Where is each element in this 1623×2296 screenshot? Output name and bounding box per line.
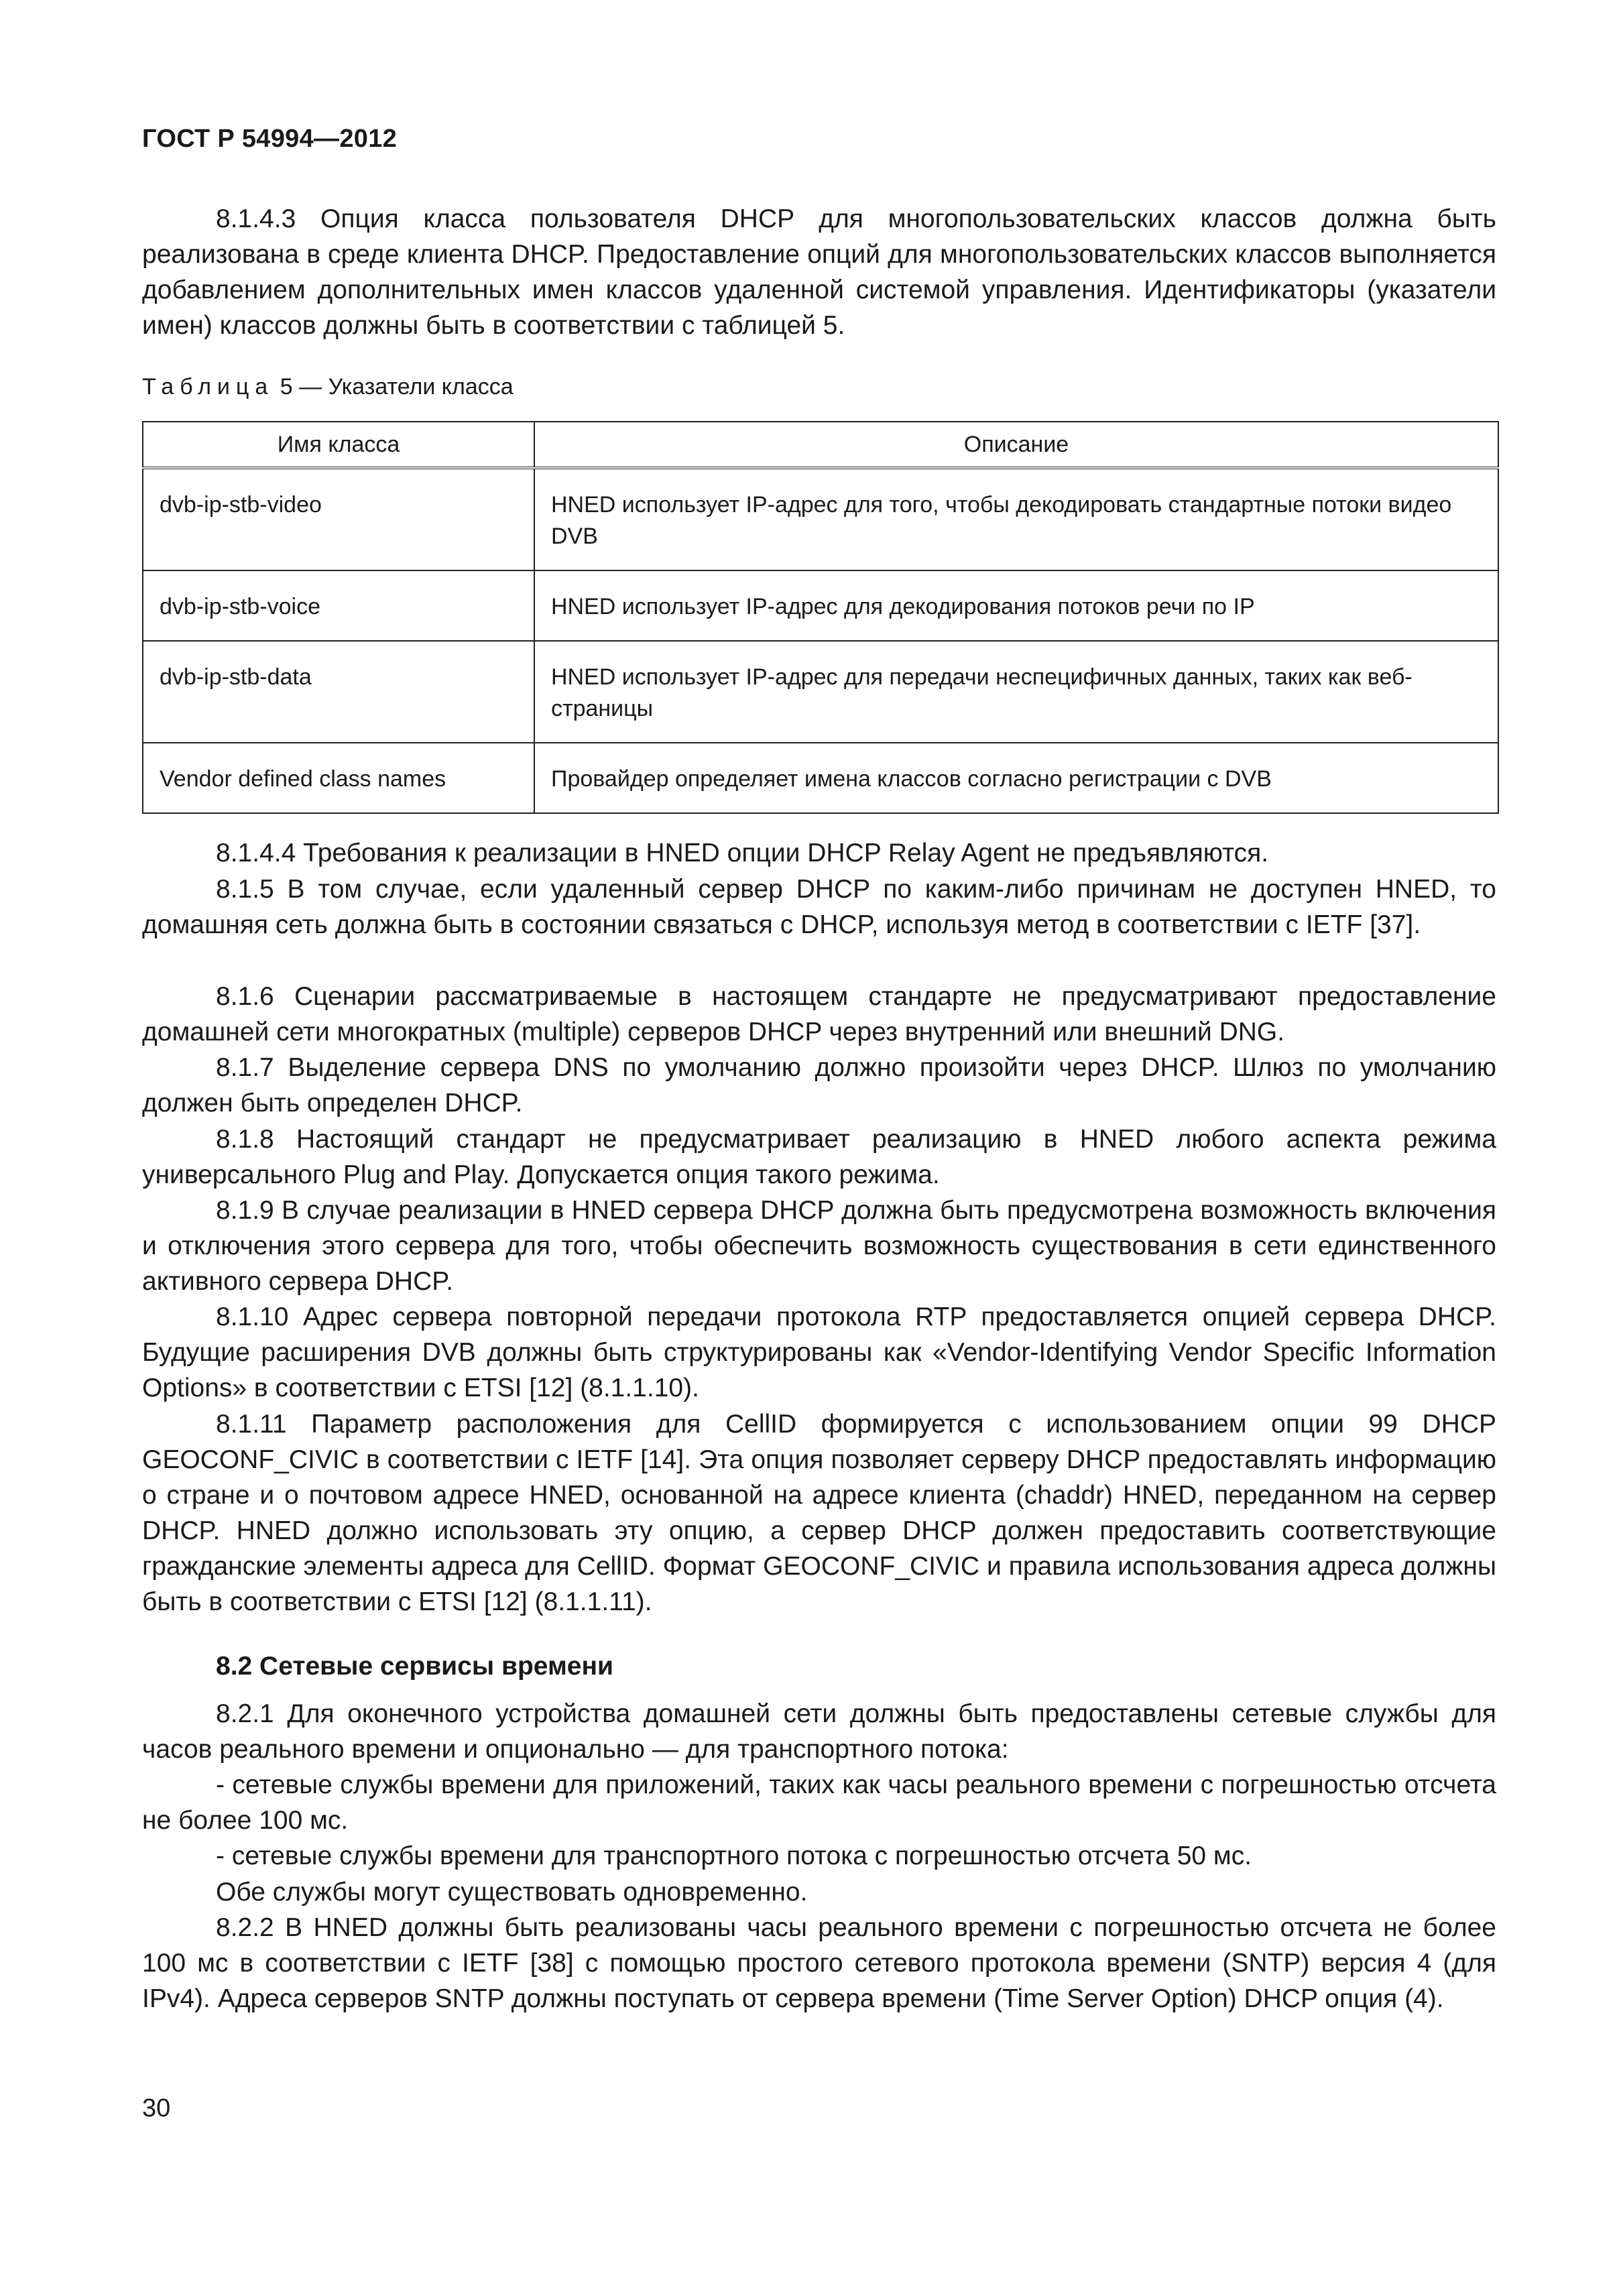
- column-header-description: Описание: [534, 422, 1498, 468]
- paragraph-8-1-4-4: 8.1.4.4 Требования к реализации в HNED опции DHCP Relay Agent не предъявляются.: [216, 839, 1269, 867]
- table-caption: [142, 374, 514, 400]
- paragraph-8-1-10: 8.1.10 Адрес сервера повторной передачи протокола RTP предоставляется опцией сервера DHCP. Будущие расширения DVB должны быть структурированы как «Vendor-Identifying Vendor Specific Information Options» в соответствии с ETSI [12] (8.1.1.10).: [142, 1303, 1496, 1402]
- table-row: [143, 570, 1498, 641]
- table-header-row: [143, 422, 1498, 468]
- paragraph-8-1-6: 8.1.6 Сценарии рассматриваемые в настоящем стандарте не предусматривают предоставление домашней сети многократных (multiple) серверов DHCP через внутренний или внешний DNG.: [142, 982, 1496, 1046]
- paragraph-8-2-2: 8.2.2 В HNED должны быть реализованы часы реального времени с погрешностью отсчета не более 100 мс в соответствии с IETF [38] с помощью простого сетевого протокола времени (SNTP) версия 4 (для IPv4). Адреса серверов SNTP должны поступать от сервера времени (Time Server Option) DHCP опция (4).: [142, 1913, 1496, 2013]
- paragraph-8-1-8: 8.1.8 Настоящий стандарт не предусматривает реализацию в HNED любого аспекта режима универсального Plug and Play. Допускается опция такого режима.: [142, 1125, 1496, 1189]
- page-number: 30: [142, 2094, 171, 2122]
- list-item: - сетевые службы времени для транспортного потока с погрешностью отсчета 50 мс.: [216, 1841, 1252, 1870]
- paragraph-both-services: Обе службы могут существовать одновременно.: [216, 1878, 808, 1907]
- table-caption-label: Таблица: [142, 374, 274, 400]
- paragraph-8-1-7: 8.1.7 Выделение сервера DNS по умолчанию должно произойти через DHCP. Шлюз по умолчанию должен быть определен DHCP.: [142, 1053, 1496, 1117]
- class-name-cell: dvb-ip-stb-video: [143, 468, 534, 570]
- class-name-cell: Vendor defined class names: [143, 743, 534, 813]
- table-row: [143, 468, 1498, 570]
- description-cell: HNED использует IP-адрес для передачи неспецифичных данных, таких как веб-страницы: [534, 641, 1498, 743]
- class-pointers-table: [142, 421, 1499, 814]
- table-caption-text: 5 — Указатели класса: [280, 374, 514, 400]
- column-header-class-name: Имя класса: [143, 422, 534, 468]
- section-title-8-2: 8.2 Сетевые сервисы времени: [216, 1652, 614, 1681]
- description-cell: HNED использует IP-адрес для декодирования потоков речи по IP: [534, 570, 1498, 641]
- class-name-cell: dvb-ip-stb-voice: [143, 570, 534, 641]
- table-row: [143, 743, 1498, 813]
- paragraph-8-1-11: 8.1.11 Параметр расположения для CellID формируется с использованием опции 99 DHCP GEOCONF_CIVIC в соответствии с IETF [14]. Эта опция позволяет серверу DHCP предоставлять информацию о стране и о почтовом адресе HNED, основанной на адресе клиента (chaddr) HNED, переданном на сервер DHCP. HNED должно использовать эту опцию, а сервер DHCP должен предоставить соответствующие гражданские элементы адреса для CellID. Формат GEOCONF_CIVIC и правила использования адреса должны быть в соответствии с ETSI [12] (8.1.1.11).: [142, 1410, 1496, 1616]
- description-cell: Провайдер определяет имена классов согласно регистрации с DVB: [534, 743, 1498, 813]
- paragraph-8-1-5: 8.1.5 В том случае, если удаленный сервер DHCP по каким-либо причинам не доступен HNED, то домашняя сеть должна быть в состоянии связаться с DHCP, используя метод в соответствии с IETF [37].: [142, 875, 1496, 939]
- description-cell: HNED использует IP-адрес для того, чтобы декодировать стандартные потоки видео DVB: [534, 468, 1498, 570]
- paragraph-8-1-9: 8.1.9 В случае реализации в HNED сервера DHCP должна быть предусмотрена возможность включения и отключения этого сервера для того, чтобы обеспечить возможность существования в сети единственного активного сервера DHCP.: [142, 1196, 1496, 1296]
- table-row: [143, 641, 1498, 743]
- class-name-cell: dvb-ip-stb-data: [143, 641, 534, 743]
- paragraph-8-1-4-3: 8.1.4.3 Опция класса пользователя DHCP для многопользовательских классов должна быть реализована в среде клиента DHCP. Предоставление опций для многопользовательских классов выполняется добавлением дополнительных имен классов удаленной системой управления. Идентификаторы (указатели имен) классов должны быть в соответствии с таблицей 5.: [142, 204, 1496, 340]
- paragraph-8-2-1: 8.2.1 Для оконечного устройства домашней сети должны быть предоставлены сетевые службы для часов реального времени и опционально — для транспортного потока:: [142, 1699, 1496, 1764]
- list-item: - сетевые службы времени для приложений, таких как часы реального времени с погрешностью отсчета не более 100 мс.: [142, 1770, 1496, 1835]
- document-header: ГОСТ Р 54994—2012: [142, 125, 398, 153]
